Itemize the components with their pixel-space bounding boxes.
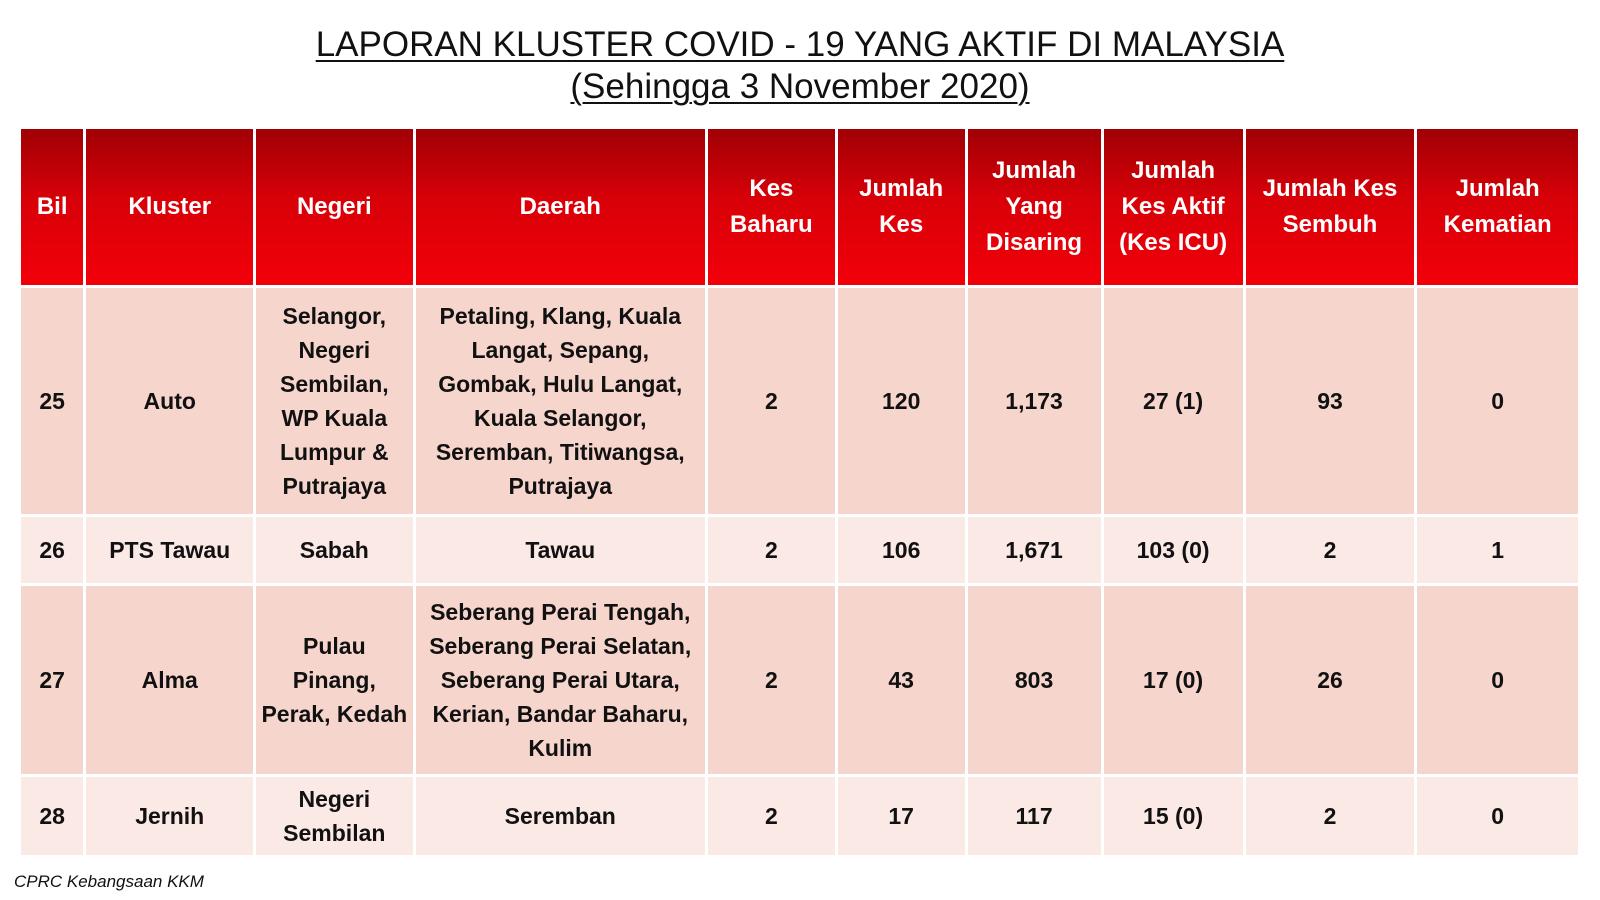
cell-kluster: PTS Tawau xyxy=(86,517,253,583)
cell-jumlah-aktif: 27 (1) xyxy=(1104,288,1243,514)
cell-jumlah-sembuh: 26 xyxy=(1246,586,1415,774)
cell-jumlah-kematian: 0 xyxy=(1417,288,1578,514)
cell-negeri: Selangor, Negeri Sembilan, WP Kuala Lumpur & Putrajaya xyxy=(256,288,412,514)
cell-negeri: Sabah xyxy=(256,517,412,583)
cell-jumlah-kematian: 0 xyxy=(1417,586,1578,774)
cell-bil: 26 xyxy=(21,517,83,583)
report-title xyxy=(0,24,1600,108)
table-row xyxy=(21,517,1578,583)
cell-kes-baharu: 2 xyxy=(708,288,835,514)
cell-jumlah-kes: 17 xyxy=(838,777,965,855)
cell-bil: 27 xyxy=(21,586,83,774)
header-kes-baharu: Kes Baharu xyxy=(708,129,835,285)
cell-negeri: Pulau Pinang, Perak, Kedah xyxy=(256,586,412,774)
cell-daerah: Seberang Perai Tengah, Seberang Perai Selatan, Seberang Perai Utara, Kerian, Bandar Baharu, Kulim xyxy=(416,586,705,774)
cell-bil: 28 xyxy=(21,777,83,855)
cell-daerah: Petaling, Klang, Kuala Langat, Sepang, Gombak, Hulu Langat, Kuala Selangor, Seremban, Titiwangsa, Putrajaya xyxy=(416,288,705,514)
report-title-line1: LAPORAN KLUSTER COVID - 19 YANG AKTIF DI MALAYSIA xyxy=(315,25,1285,64)
cluster-table xyxy=(18,126,1581,858)
cell-negeri: Negeri Sembilan xyxy=(256,777,412,855)
report-title-line2: (Sehingga 3 November 2020) xyxy=(570,67,1030,106)
cell-jumlah-kes: 106 xyxy=(838,517,965,583)
cell-kes-baharu: 2 xyxy=(708,586,835,774)
cell-jumlah-disaring: 1,173 xyxy=(968,288,1101,514)
cell-jumlah-aktif: 15 (0) xyxy=(1104,777,1243,855)
header-daerah: Daerah xyxy=(416,129,705,285)
table-row xyxy=(21,288,1578,514)
table-row xyxy=(21,586,1578,774)
cell-jumlah-kes: 43 xyxy=(838,586,965,774)
header-negeri: Negeri xyxy=(256,129,412,285)
cell-kluster: Jernih xyxy=(86,777,253,855)
source-footer: CPRC Kebangsaan KKM xyxy=(14,872,204,891)
cell-jumlah-aktif: 17 (0) xyxy=(1104,586,1243,774)
cell-daerah: Tawau xyxy=(416,517,705,583)
cell-kluster: Auto xyxy=(86,288,253,514)
cell-jumlah-disaring: 1,671 xyxy=(968,517,1101,583)
cell-bil: 25 xyxy=(21,288,83,514)
cell-kluster: Alma xyxy=(86,586,253,774)
header-jumlah-sembuh: Jumlah Kes Sembuh xyxy=(1246,129,1415,285)
cell-jumlah-sembuh: 2 xyxy=(1246,777,1415,855)
cell-jumlah-kematian: 0 xyxy=(1417,777,1578,855)
table-row xyxy=(21,777,1578,855)
table-header-row xyxy=(21,129,1578,285)
cell-jumlah-kematian: 1 xyxy=(1417,517,1578,583)
header-jumlah-aktif: Jumlah Kes Aktif (Kes ICU) xyxy=(1104,129,1243,285)
cell-jumlah-sembuh: 2 xyxy=(1246,517,1415,583)
cell-daerah: Seremban xyxy=(416,777,705,855)
cell-jumlah-disaring: 803 xyxy=(968,586,1101,774)
cell-kes-baharu: 2 xyxy=(708,517,835,583)
header-jumlah-kematian: Jumlah Kematian xyxy=(1417,129,1578,285)
cell-jumlah-disaring: 117 xyxy=(968,777,1101,855)
cell-jumlah-kes: 120 xyxy=(838,288,965,514)
cell-jumlah-sembuh: 93 xyxy=(1246,288,1415,514)
cell-kes-baharu: 2 xyxy=(708,777,835,855)
cell-jumlah-aktif: 103 (0) xyxy=(1104,517,1243,583)
header-bil: Bil xyxy=(21,129,83,285)
header-jumlah-kes: Jumlah Kes xyxy=(838,129,965,285)
header-jumlah-disaring: Jumlah Yang Disaring xyxy=(968,129,1101,285)
header-kluster: Kluster xyxy=(86,129,253,285)
